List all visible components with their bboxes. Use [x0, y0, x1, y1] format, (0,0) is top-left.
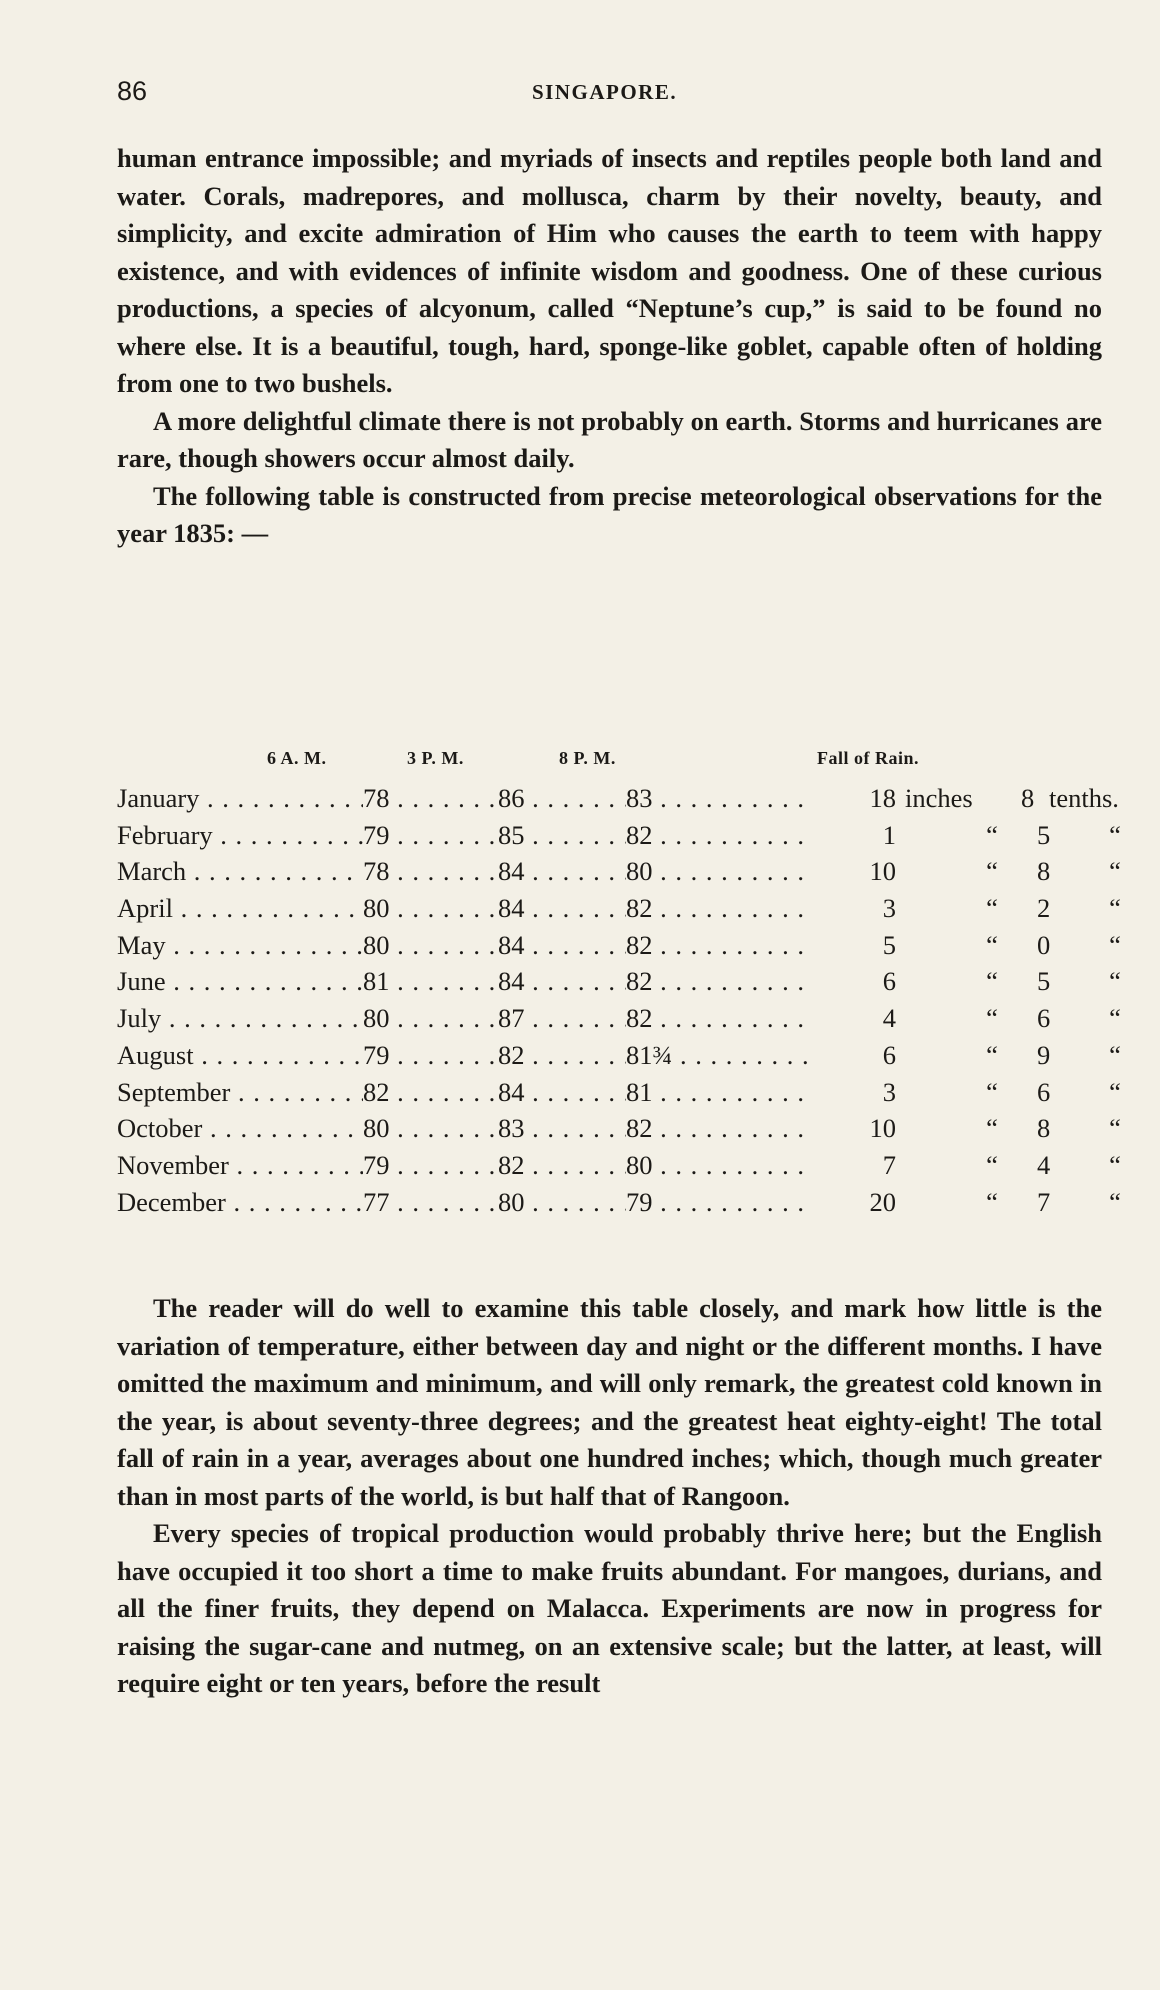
- paragraph: A more delightful climate there is not probably on earth. Storms and hurricanes are rare, though showers occur almost daily.: [117, 405, 1102, 473]
- pm8-cell: 82 . . .: [626, 1110, 886, 1147]
- rain-inches-cell: 3: [812, 890, 896, 927]
- pm8-cell: 81¾ . . .: [626, 1037, 886, 1074]
- am6-cell: 80 . . .: [363, 1000, 498, 1037]
- paragraph: The reader will do well to examine this table closely, and mark how little is the variation of temperature, either between day and night or the different months. I have omitted the maximum and minimum, and will only remark, the greatest cold known in the year, is about seventy-three degrees; and the greatest heat eighty-eight! The total fall of rain in a year, averages about one hundred inches; which, though much greater than in most parts of the world, is but half that of Rangoon.: [117, 1293, 1102, 1511]
- rain-inches-cell: 6: [812, 1037, 896, 1074]
- rain-tenths-cell: 8: [1037, 1113, 1051, 1144]
- pm8-cell: 82 . . .: [626, 890, 886, 927]
- rain-inches-cell: 1: [812, 817, 896, 854]
- rain-inches-cell: 20: [812, 1184, 896, 1221]
- pm8-cell: 80 . . .: [626, 853, 886, 890]
- month-cell: August . . .: [117, 1037, 363, 1074]
- am6-cell: 77 . . .: [363, 1184, 498, 1221]
- table-row: [117, 1110, 1121, 1147]
- weather-table: [117, 780, 1121, 1220]
- ditto-mark: “: [986, 929, 998, 960]
- rain-inches-cell: 4: [812, 1000, 896, 1037]
- pm8-cell: 82 . . .: [626, 817, 886, 854]
- ditto-mark: “: [1109, 856, 1121, 887]
- paragraph: Every species of tropical production would probably thrive here; but the English have occupied it too short a time to make fruits abundant. For mangoes, durians, and all the finer fruits, they depend on Malacca. Experiments are now in progress for raising the sugar-cane and nutmeg, on an extensive scale; but the latter, at least, will require eight or ten years, before the result: [117, 1518, 1102, 1698]
- am6-cell: 82 . . .: [363, 1074, 498, 1111]
- rain-tenths-cell: 9: [1037, 1039, 1051, 1070]
- rain-tenths-cell: 4: [1037, 1149, 1051, 1180]
- rain-tenths-cell: 5: [1037, 819, 1051, 850]
- am6-cell: 80 . . .: [363, 927, 498, 964]
- table-row: [117, 927, 1121, 964]
- running-title: SINGAPORE.: [532, 80, 678, 104]
- page-number: 86: [117, 76, 148, 106]
- ditto-mark: “: [1109, 1039, 1121, 1070]
- month-cell: June . . .: [117, 963, 363, 1000]
- pm3-cell: 84 . . .: [498, 853, 626, 890]
- pm8-cell: 82 . . .: [626, 927, 886, 964]
- table-row: [117, 817, 1121, 854]
- am6-cell: 78 . . .: [363, 853, 498, 890]
- ditto-mark: “: [1109, 893, 1121, 924]
- am6-cell: 79 . . .: [363, 1147, 498, 1184]
- rain-inches-cell: 10: [812, 1110, 896, 1147]
- rain-inches-cell: 5: [812, 927, 896, 964]
- page-header: [117, 76, 1092, 116]
- ditto-mark: “: [986, 1003, 998, 1034]
- pm3-cell: 86 . . .: [498, 780, 626, 817]
- month-cell: July . . .: [117, 1000, 363, 1037]
- ditto-mark: “: [1109, 1186, 1121, 1217]
- pm8-cell: 83 . . .: [626, 780, 886, 817]
- table-row: [117, 1184, 1121, 1221]
- ditto-mark: “: [1109, 1003, 1121, 1034]
- pm3-cell: 84 . . .: [498, 1074, 626, 1111]
- text-block-bottom: [117, 1290, 1102, 1703]
- ditto-mark: “: [986, 819, 998, 850]
- ditto-mark: “: [986, 856, 998, 887]
- pm3-cell: 84 . . .: [498, 890, 626, 927]
- ditto-mark: “: [986, 1113, 998, 1144]
- month-cell: September . . .: [117, 1074, 363, 1111]
- pm3-cell: 85 . . .: [498, 817, 626, 854]
- ditto-mark: “: [1109, 1076, 1121, 1107]
- pm3-cell: 83 . . .: [498, 1110, 626, 1147]
- month-cell: March . . .: [117, 853, 363, 890]
- month-cell: January . . .: [117, 780, 363, 817]
- month-cell: November . . .: [117, 1147, 363, 1184]
- rain-tenths-cell: 2: [1037, 893, 1051, 924]
- pm8-cell: 80 . . .: [626, 1147, 886, 1184]
- rain-tenths-cell: 5: [1037, 966, 1051, 997]
- month-cell: April . . .: [117, 890, 363, 927]
- pm8-cell: 82 . . .: [626, 1000, 886, 1037]
- am6-cell: 80 . . .: [363, 1110, 498, 1147]
- ditto-mark: “: [986, 1039, 998, 1070]
- rain-inches-cell: 18: [812, 780, 896, 817]
- month-cell: October . . .: [117, 1110, 363, 1147]
- ditto-mark: “: [986, 1186, 998, 1217]
- paragraph: human entrance impossible; and myriads of insects and reptiles people both land and water. Corals, madrepores, and mollusca, charm by their novelty, beauty, and simplicity, and excite admiration of Him who causes the earth to teem with happy existence, and with evidences of infinite wisdom and goodness. One of these curious productions, a species of alcyonum, called “Neptune’s cup,” is said to be found no where else. It is a beautiful, tough, hard, sponge-like goblet, capable often of holding from one to two bushels.: [117, 143, 1102, 398]
- header-6am: 6 A. M.: [267, 748, 327, 768]
- text-block-top: [117, 140, 1102, 553]
- am6-cell: 80 . . .: [363, 890, 498, 927]
- paragraph: The following table is constructed from precise meteorological observations for the year 1835: —: [117, 480, 1102, 548]
- table-header: [117, 748, 1102, 778]
- am6-cell: 78 . . .: [363, 780, 498, 817]
- rain-tenths-cell: 6: [1037, 1003, 1051, 1034]
- table-row: [117, 780, 1119, 817]
- month-cell: May . . .: [117, 927, 363, 964]
- pm3-cell: 84 . . .: [498, 963, 626, 1000]
- rain-inches-cell: 7: [812, 1147, 896, 1184]
- table-row: [117, 853, 1121, 890]
- pm3-cell: 82 . . .: [498, 1147, 626, 1184]
- table-row: [117, 1037, 1121, 1074]
- pm3-cell: 80 . . .: [498, 1184, 626, 1221]
- rain-tenths-cell: 8: [1037, 856, 1051, 887]
- ditto-mark: “: [1109, 819, 1121, 850]
- ditto-mark: “: [1109, 929, 1121, 960]
- rain-tenths-cell: 0: [1037, 929, 1051, 960]
- pm8-cell: 79 . . .: [626, 1184, 886, 1221]
- ditto-mark: “: [986, 1149, 998, 1180]
- table-row: [117, 1074, 1121, 1111]
- pm3-cell: 82 . . .: [498, 1037, 626, 1074]
- pm8-cell: 82 . . .: [626, 963, 886, 1000]
- month-cell: December . . .: [117, 1184, 363, 1221]
- ditto-mark: “: [986, 966, 998, 997]
- ditto-mark: “: [1109, 1113, 1121, 1144]
- tenths-unit: tenths.: [1049, 783, 1119, 813]
- month-cell: February . . .: [117, 817, 363, 854]
- ditto-mark: “: [986, 893, 998, 924]
- am6-cell: 79 . . .: [363, 817, 498, 854]
- table-row: [117, 1147, 1121, 1184]
- rain-tenths-cell: 8: [1021, 783, 1035, 813]
- ditto-mark: “: [1109, 1149, 1121, 1180]
- inches-unit: inches: [905, 783, 973, 813]
- header-8pm: 8 P. M.: [559, 748, 616, 768]
- am6-cell: 81 . . .: [363, 963, 498, 1000]
- rain-tenths-cell: 6: [1037, 1076, 1051, 1107]
- ditto-mark: “: [986, 1076, 998, 1107]
- pm8-cell: 81 . . .: [626, 1074, 886, 1111]
- pm3-cell: 84 . . .: [498, 927, 626, 964]
- pm3-cell: 87 . . .: [498, 1000, 626, 1037]
- header-fall-of-rain: Fall of Rain.: [817, 748, 920, 768]
- rain-inches-cell: 10: [812, 853, 896, 890]
- table-row: [117, 1000, 1121, 1037]
- table-row: [117, 890, 1121, 927]
- am6-cell: 79 . . .: [363, 1037, 498, 1074]
- header-3pm: 3 P. M.: [407, 748, 464, 768]
- rain-tenths-cell: 7: [1037, 1186, 1051, 1217]
- rain-inches-cell: 6: [812, 963, 896, 1000]
- table-row: [117, 963, 1121, 1000]
- rain-inches-cell: 3: [812, 1074, 896, 1111]
- ditto-mark: “: [1109, 966, 1121, 997]
